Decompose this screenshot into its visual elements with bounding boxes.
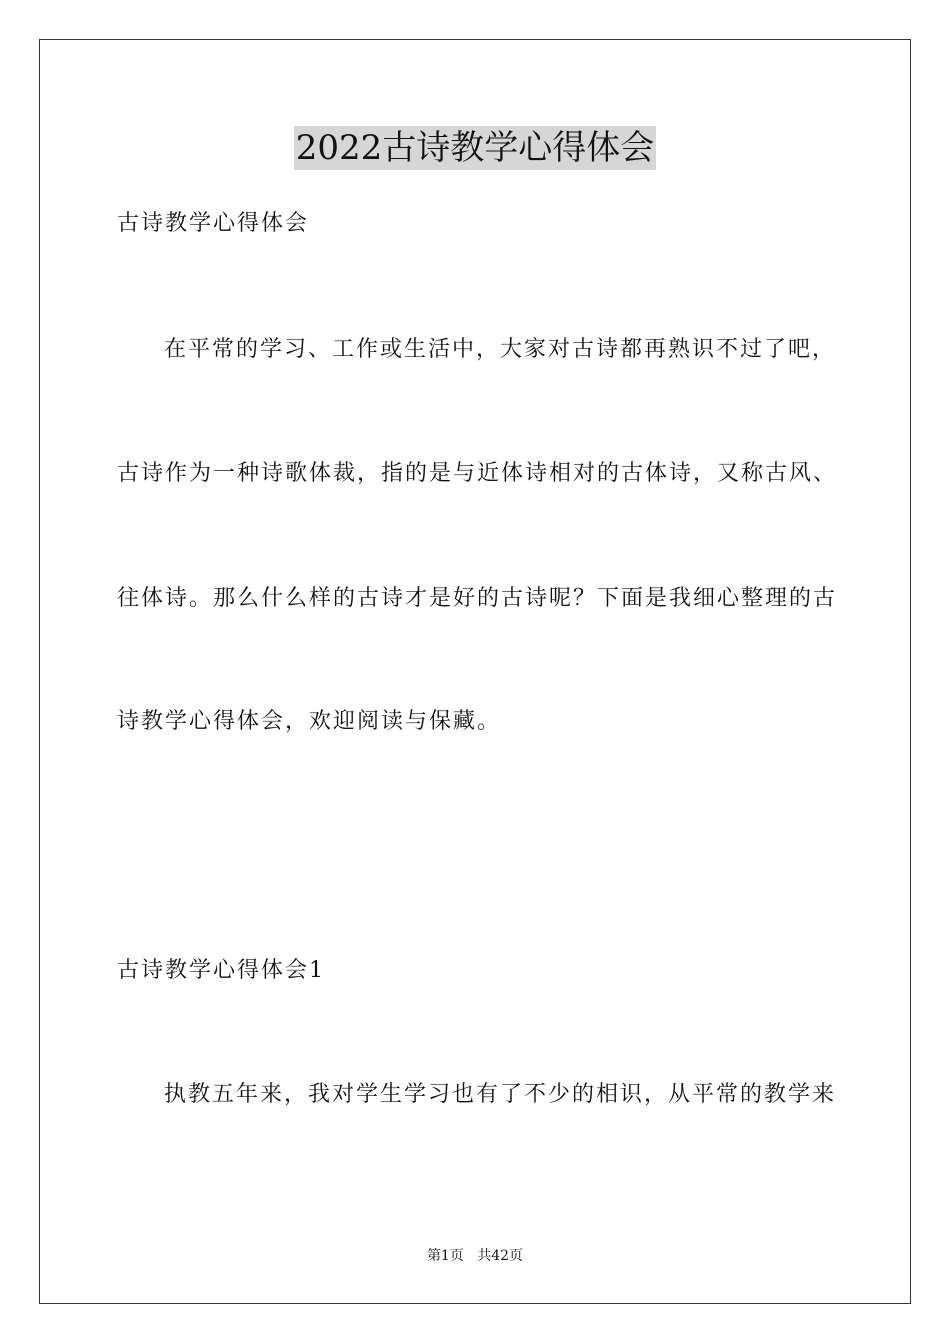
page-total: 共42页: [477, 1248, 524, 1264]
paragraph-line: 诗教学心得体会，欢迎阅读与保藏。: [117, 709, 502, 734]
section-heading: 古诗教学心得体会1: [117, 958, 325, 983]
title-container: [0, 126, 950, 170]
page-footer: [0, 1247, 950, 1265]
subtitle: 古诗教学心得体会: [117, 211, 310, 236]
document-title: 2022古诗教学心得体会: [295, 128, 655, 168]
paragraph-line: 在平常的学习、工作或生活中，大家对古诗都再熟识不过了吧，: [164, 337, 837, 362]
paragraph-line: 古诗作为一种诗歌体裁，指的是与近体诗相对的古体诗，又称古风、: [117, 461, 838, 486]
page-number: 第1页: [426, 1248, 464, 1264]
paragraph-line: 执教五年来，我对学生学习也有了不少的相识，从平常的教学来: [164, 1082, 837, 1107]
paragraph-line: 往体诗。那么什么样的古诗才是好的古诗呢？下面是我细心整理的古: [117, 586, 838, 611]
